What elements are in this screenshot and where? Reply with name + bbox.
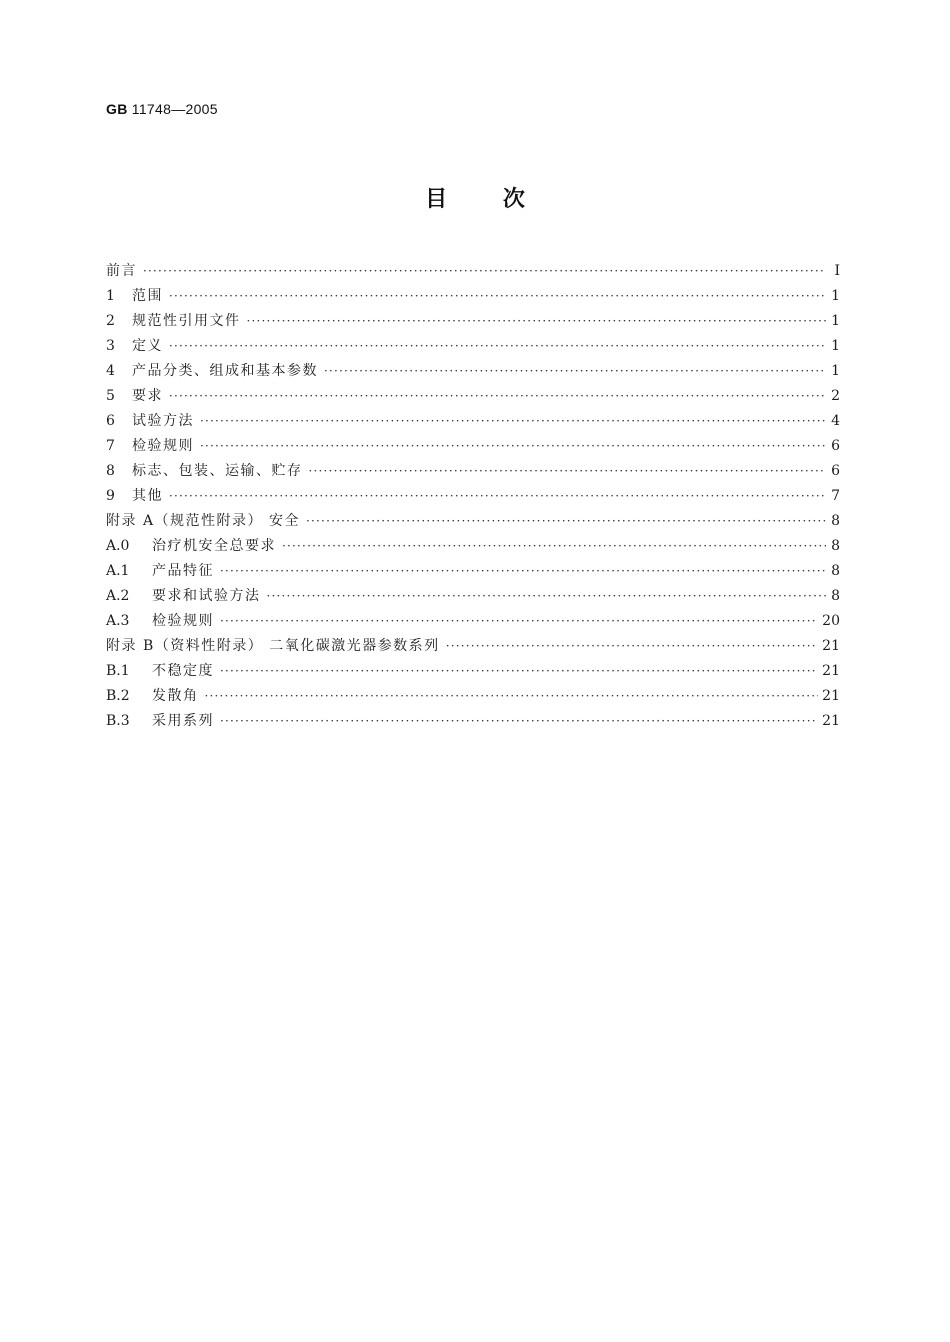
toc-entry-label: 发散角 bbox=[152, 688, 199, 704]
toc-entry-page: 7 bbox=[831, 488, 840, 504]
toc-entry-label: 范围 bbox=[132, 288, 163, 304]
toc-entry-9[interactable] bbox=[106, 484, 840, 509]
toc-entry-label: 规范性引用文件 bbox=[132, 313, 241, 329]
toc-entry-label: 治疗机安全总要求 bbox=[152, 538, 276, 554]
toc-entry-page: 21 bbox=[822, 713, 840, 729]
toc-entry-page: 1 bbox=[831, 363, 840, 379]
page-title bbox=[0, 182, 950, 213]
toc-entry-label: 标志、包装、运输、贮存 bbox=[132, 463, 303, 479]
toc-leader-dots bbox=[169, 484, 826, 509]
toc-entry-number: A.1 bbox=[106, 563, 130, 579]
toc-leader-dots bbox=[247, 309, 827, 334]
toc-leader-dots bbox=[220, 709, 818, 734]
toc-entry-label: 产品特征 bbox=[152, 563, 214, 579]
toc-entry-label: 检验规则 bbox=[152, 613, 214, 629]
toc-entry-number: 4 bbox=[106, 363, 115, 379]
toc-leader-dots bbox=[143, 259, 826, 284]
toc-leader-dots bbox=[169, 334, 826, 359]
toc-entry-3[interactable] bbox=[106, 334, 840, 359]
toc-leader-dots bbox=[200, 409, 826, 434]
toc-entry-label: 附录 A（规范性附录） 安全 bbox=[106, 513, 301, 529]
toc-entry-label: 检验规则 bbox=[132, 438, 194, 454]
toc-entry-page: 8 bbox=[831, 588, 840, 604]
toc-entry-number: A.3 bbox=[106, 613, 130, 629]
toc-entry-number: 8 bbox=[106, 463, 115, 479]
standard-number-header bbox=[106, 101, 218, 117]
toc-leader-dots bbox=[169, 384, 826, 409]
toc-entry-number: B.3 bbox=[106, 713, 130, 729]
toc-entry-4[interactable] bbox=[106, 359, 840, 384]
toc-entry-page: 2 bbox=[831, 388, 840, 404]
toc-entry-page: 20 bbox=[822, 613, 840, 629]
toc-entry-page: 21 bbox=[822, 638, 840, 654]
toc-entry-label: 采用系列 bbox=[152, 713, 214, 729]
toc-entry-foreword[interactable] bbox=[106, 259, 840, 284]
toc-entry-8[interactable] bbox=[106, 459, 840, 484]
toc-entry-number: 2 bbox=[106, 313, 115, 329]
toc-entry-6[interactable] bbox=[106, 409, 840, 434]
toc-entry-page: 21 bbox=[822, 688, 840, 704]
toc-leader-dots bbox=[306, 509, 826, 534]
toc-entry-a2[interactable] bbox=[106, 584, 840, 609]
toc-entry-number: 6 bbox=[106, 413, 115, 429]
toc-entry-label: 附录 B（资料性附录） 二氧化碳激光器参数系列 bbox=[106, 638, 440, 654]
toc-entry-2[interactable] bbox=[106, 309, 840, 334]
toc-entry-b2[interactable] bbox=[106, 684, 840, 709]
toc-entry-page: 8 bbox=[831, 538, 840, 554]
toc-leader-dots bbox=[200, 434, 826, 459]
toc-leader-dots bbox=[220, 659, 818, 684]
toc-leader-dots bbox=[220, 609, 818, 634]
table-of-contents bbox=[106, 259, 840, 734]
toc-entry-appendix-a[interactable] bbox=[106, 509, 840, 534]
toc-entry-b1[interactable] bbox=[106, 659, 840, 684]
toc-leader-dots bbox=[267, 584, 827, 609]
toc-entry-number: A.0 bbox=[106, 538, 130, 554]
title-char-2: 次 bbox=[502, 187, 525, 212]
toc-entry-1[interactable] bbox=[106, 284, 840, 309]
toc-entry-page: 21 bbox=[822, 663, 840, 679]
toc-entry-label: 前言 bbox=[106, 263, 137, 279]
toc-entry-number: 9 bbox=[106, 488, 115, 504]
toc-entry-number: 1 bbox=[106, 288, 115, 304]
toc-entry-label: 试验方法 bbox=[132, 413, 194, 429]
toc-leader-dots bbox=[220, 559, 826, 584]
toc-entry-page: 8 bbox=[831, 563, 840, 579]
toc-entry-label: 定义 bbox=[132, 338, 163, 354]
toc-entry-b3[interactable] bbox=[106, 709, 840, 734]
toc-leader-dots bbox=[282, 534, 826, 559]
toc-entry-number: 7 bbox=[106, 438, 115, 454]
toc-entry-label: 不稳定度 bbox=[152, 663, 214, 679]
title-char-1: 目 bbox=[425, 187, 448, 212]
toc-entry-page: 6 bbox=[831, 438, 840, 454]
toc-entry-appendix-b[interactable] bbox=[106, 634, 840, 659]
toc-entry-page: I bbox=[834, 263, 840, 279]
toc-entry-label: 要求和试验方法 bbox=[152, 588, 261, 604]
toc-entry-page: 8 bbox=[831, 513, 840, 529]
toc-entry-a1[interactable] bbox=[106, 559, 840, 584]
toc-entry-5[interactable] bbox=[106, 384, 840, 409]
toc-entry-number: B.1 bbox=[106, 663, 130, 679]
toc-entry-number: 3 bbox=[106, 338, 115, 354]
toc-entry-page: 1 bbox=[831, 313, 840, 329]
toc-entry-number: 5 bbox=[106, 388, 115, 404]
toc-entry-7[interactable] bbox=[106, 434, 840, 459]
toc-leader-dots bbox=[169, 284, 826, 309]
toc-entry-label: 要求 bbox=[132, 388, 163, 404]
toc-entry-page: 1 bbox=[831, 288, 840, 304]
standard-prefix: GB bbox=[106, 101, 128, 117]
toc-leader-dots bbox=[205, 684, 819, 709]
toc-entry-label: 产品分类、组成和基本参数 bbox=[132, 363, 318, 379]
toc-leader-dots bbox=[309, 459, 827, 484]
toc-entry-a3[interactable] bbox=[106, 609, 840, 634]
toc-entry-page: 6 bbox=[831, 463, 840, 479]
toc-entry-page: 1 bbox=[831, 338, 840, 354]
toc-entry-number: B.2 bbox=[106, 688, 130, 704]
toc-entry-label: 其他 bbox=[132, 488, 163, 504]
standard-code: 11748—2005 bbox=[127, 101, 218, 117]
toc-entry-number: A.2 bbox=[106, 588, 130, 604]
toc-entry-a0[interactable] bbox=[106, 534, 840, 559]
toc-leader-dots bbox=[324, 359, 826, 384]
toc-entry-page: 4 bbox=[831, 413, 840, 429]
toc-leader-dots bbox=[446, 634, 818, 659]
